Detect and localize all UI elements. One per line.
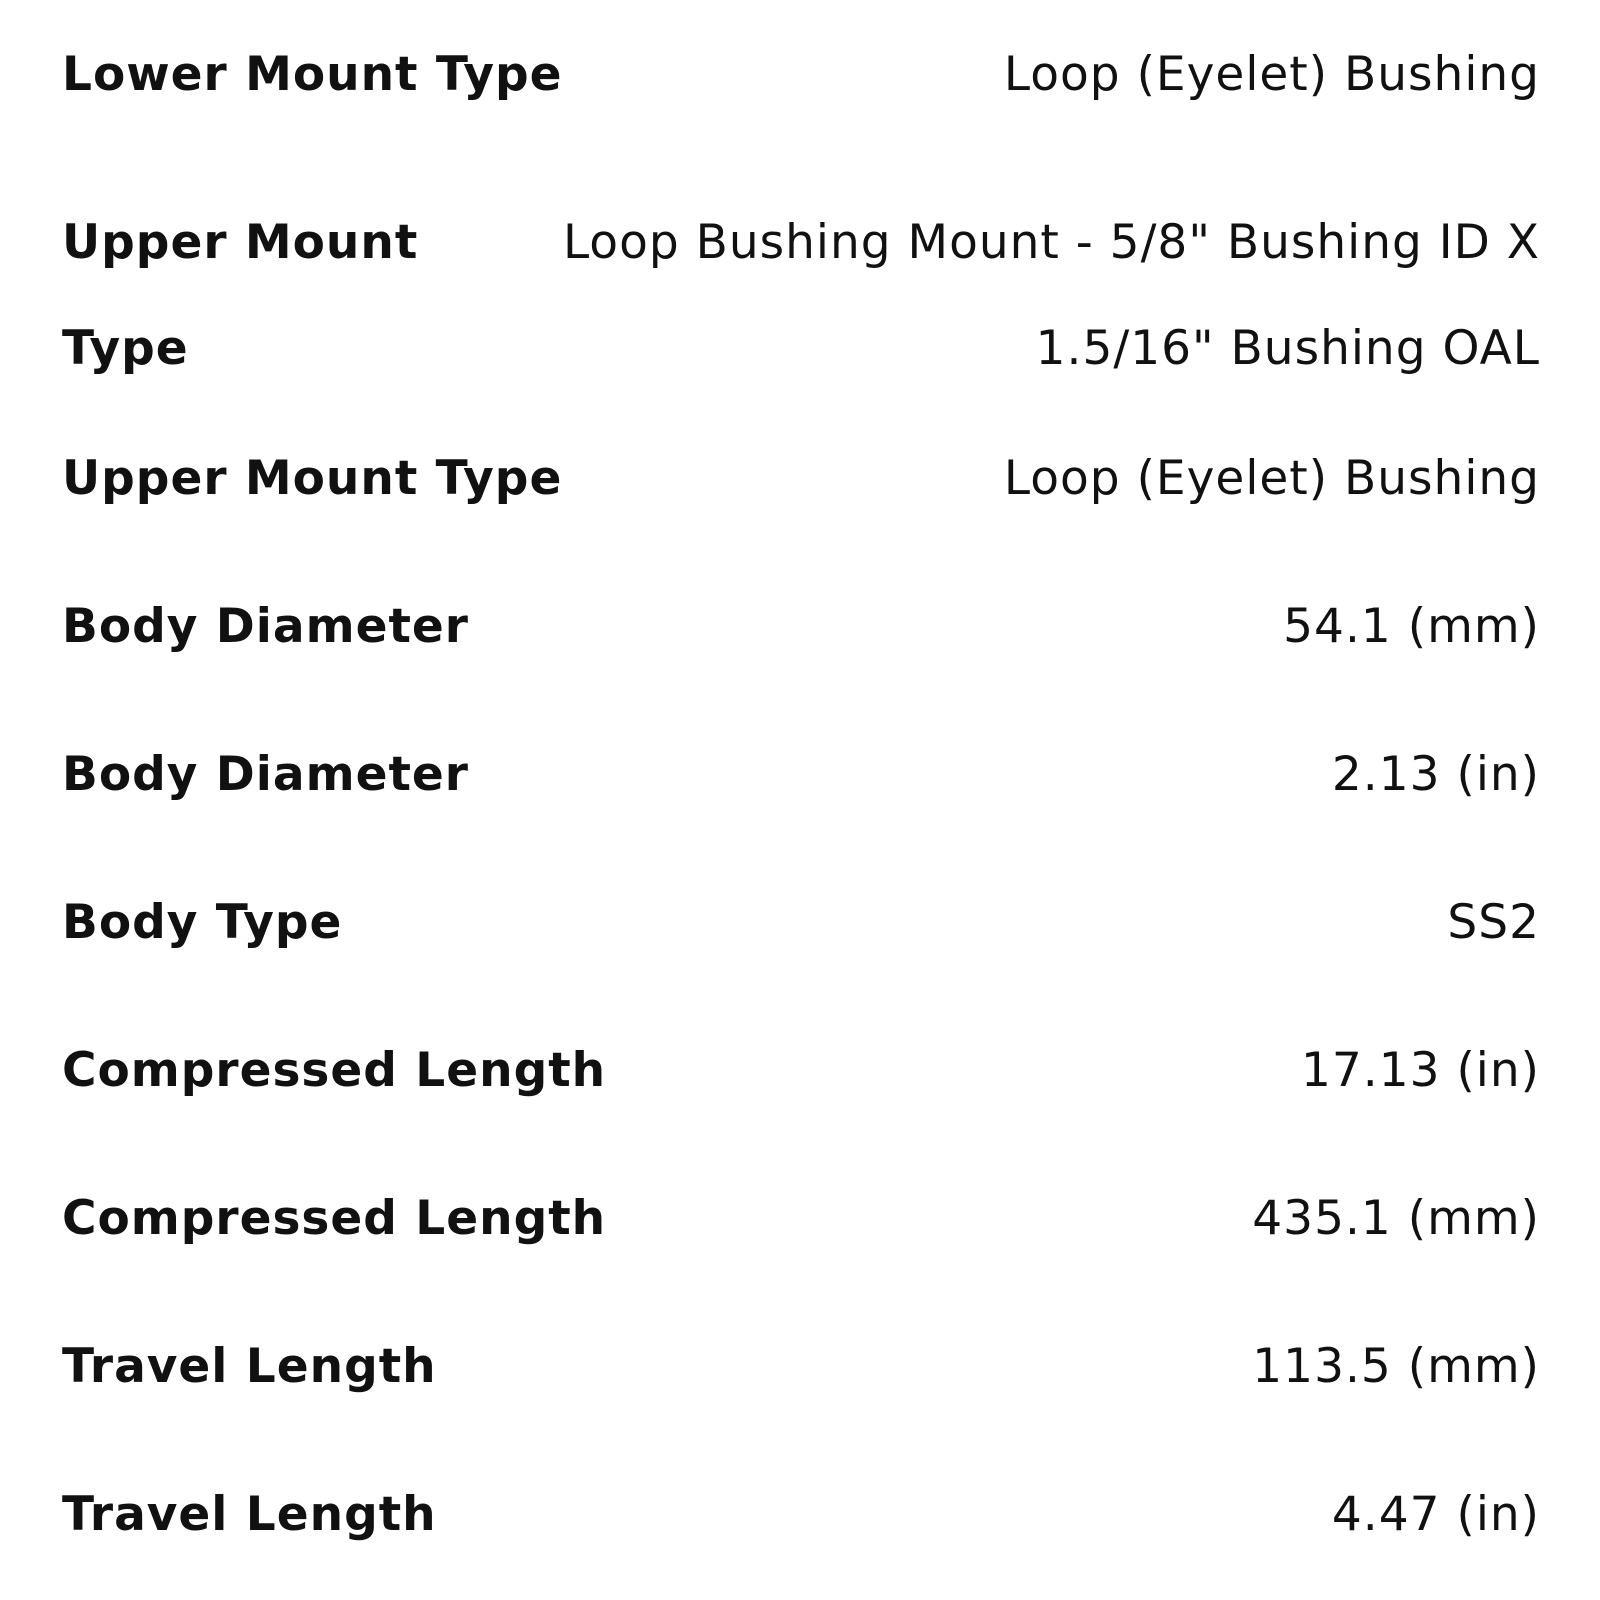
spec-row-compressed-length xyxy=(62,1144,1540,1292)
spec-row-body-diameter xyxy=(62,552,1540,700)
spec-value: 113.5 (mm) xyxy=(1252,1339,1540,1394)
spec-row-body-type xyxy=(62,848,1540,996)
spec-label: Body Diameter xyxy=(62,747,469,802)
spec-row-travel-length xyxy=(62,1440,1540,1588)
spec-row-body-diameter xyxy=(62,700,1540,848)
spec-label: Body Type xyxy=(62,895,343,950)
spec-row-lower-mount-type xyxy=(62,0,1540,148)
spec-label: Body Diameter xyxy=(62,599,469,654)
spec-label: Compressed Length xyxy=(62,1191,607,1246)
spec-row-compressed-length xyxy=(62,996,1540,1144)
spec-value: Loop (Eyelet) Bushing xyxy=(1003,451,1540,506)
spec-row-upper-mount-type xyxy=(62,148,1540,404)
spec-value: 2.13 (in) xyxy=(1331,747,1540,802)
spec-row-travel-length xyxy=(62,1292,1540,1440)
spec-value: 54.1 (mm) xyxy=(1283,599,1540,654)
spec-label: Upper Mount Type xyxy=(62,215,419,376)
spec-label: Travel Length xyxy=(62,1339,437,1394)
spec-value: SS2 xyxy=(1447,895,1540,950)
spec-label: Travel Length xyxy=(62,1487,437,1542)
spec-label: Lower Mount Type xyxy=(62,47,563,102)
spec-value: Loop Bushing Mount - 5/8" Bushing ID X 1.5/16" Bushing OAL xyxy=(562,215,1540,376)
spec-row-upper-mount-type xyxy=(62,404,1540,552)
spec-value: 17.13 (in) xyxy=(1300,1043,1540,1098)
spec-value: 435.1 (mm) xyxy=(1252,1191,1540,1246)
spec-label: Compressed Length xyxy=(62,1043,607,1098)
spec-value: Loop (Eyelet) Bushing xyxy=(1003,47,1540,102)
spec-label: Upper Mount Type xyxy=(62,451,563,506)
spec-table xyxy=(62,0,1540,1588)
spec-value: 4.47 (in) xyxy=(1331,1487,1540,1542)
